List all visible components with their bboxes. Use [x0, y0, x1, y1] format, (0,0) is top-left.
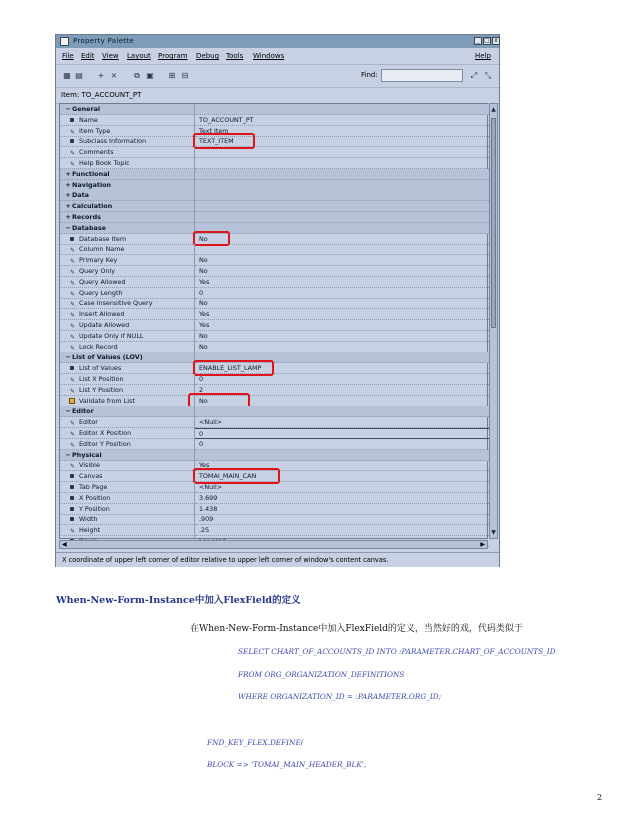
changed-property-icon — [70, 139, 74, 143]
property-name-cell[interactable] — [60, 277, 195, 288]
property-group[interactable] — [60, 352, 489, 363]
property-group[interactable] — [60, 223, 489, 234]
property-name-cell[interactable] — [60, 158, 195, 169]
property-value[interactable]: No — [195, 255, 489, 266]
vertical-scrollbar[interactable] — [489, 103, 498, 539]
property-value[interactable] — [195, 104, 489, 115]
property-value[interactable] — [195, 223, 489, 234]
changed-property-icon — [70, 496, 74, 500]
property-row[interactable] — [60, 320, 489, 331]
property-name-cell[interactable] — [60, 320, 195, 331]
property-row[interactable] — [60, 288, 489, 299]
property-value[interactable]: 0 — [195, 428, 489, 439]
paste-properties-icon[interactable]: ▣ — [146, 71, 154, 80]
property-label: Physical — [72, 450, 102, 459]
property-label: Column Name — [79, 245, 125, 254]
property-name-cell[interactable] — [60, 288, 195, 299]
property-row[interactable] — [60, 158, 489, 169]
property-label: Width — [79, 515, 98, 524]
property-value[interactable]: No — [195, 266, 489, 277]
property-row[interactable] — [60, 417, 489, 428]
property-value[interactable] — [195, 169, 489, 180]
window-title: Property Palette — [73, 37, 134, 45]
menu-view[interactable]: View — [102, 52, 119, 60]
property-name-cell[interactable] — [60, 352, 195, 363]
property-label: Insert Allowed — [79, 310, 125, 319]
property-name-cell[interactable] — [60, 504, 195, 515]
property-value[interactable] — [195, 190, 489, 201]
property-group[interactable] — [60, 190, 489, 201]
window-icon — [60, 37, 69, 46]
property-name-cell[interactable] — [60, 126, 195, 137]
property-name-cell[interactable] — [60, 212, 195, 223]
inherited-property-icon — [69, 398, 75, 404]
property-value[interactable]: TO_ACCOUNT_PT — [195, 115, 489, 126]
property-label: Database Item — [79, 234, 127, 243]
property-value[interactable]: Yes — [195, 309, 489, 320]
code-line: FND_KEY_FLEX.DEFINE( — [207, 738, 304, 747]
property-value[interactable]: 0 — [195, 439, 489, 450]
property-name-cell[interactable] — [60, 363, 195, 374]
property-value[interactable]: 1.438 — [195, 504, 489, 515]
property-label: Database — [72, 223, 107, 232]
search-forward-icon[interactable]: ⤢ — [470, 71, 478, 80]
copy-properties-icon[interactable]: ⧉ — [134, 71, 140, 80]
property-name-cell[interactable] — [60, 190, 195, 201]
property-row[interactable] — [60, 428, 489, 439]
default-property-icon: ✎ — [70, 247, 76, 255]
property-name-cell[interactable] — [60, 396, 195, 407]
scroll-down-icon[interactable]: ▼ — [491, 529, 496, 536]
property-name-cell[interactable] — [60, 471, 195, 482]
item-header: Item: TO_ACCOUNT_PT — [56, 88, 499, 104]
property-label: Help Book Topic — [79, 159, 130, 167]
default-property-icon: ✎ — [70, 377, 76, 384]
default-property-icon: ✎ — [70, 431, 76, 438]
property-label: General — [72, 105, 101, 113]
collapse-icon[interactable]: − — [65, 407, 71, 416]
property-label: X Position — [79, 493, 111, 502]
property-name-cell[interactable] — [60, 136, 195, 147]
default-property-icon: ✎ — [70, 290, 76, 298]
property-group[interactable] — [60, 450, 489, 461]
property-label: Data — [72, 191, 89, 200]
menu-edit[interactable]: Edit — [81, 52, 95, 60]
menu-file[interactable]: File — [62, 52, 74, 60]
property-value[interactable]: ENABLE_LIST_LAMP — [195, 363, 489, 374]
property-label: Editor — [79, 418, 98, 427]
changed-property-icon — [70, 507, 74, 511]
property-name-cell[interactable] — [60, 514, 195, 525]
property-name-cell[interactable] — [60, 147, 195, 158]
changed-property-icon — [70, 237, 74, 241]
property-class-icon[interactable]: ▤ — [75, 71, 83, 80]
menu-program[interactable]: Program — [158, 52, 188, 60]
default-property-icon: ✎ — [70, 150, 76, 158]
property-label: Visible — [79, 461, 100, 470]
property-label: Query Allowed — [79, 277, 126, 286]
code-line: BLOCK => 'TOMAI_MAIN_HEADER_BLK', — [207, 760, 367, 769]
changed-property-icon — [70, 366, 74, 370]
property-label: List of Values (LOV) — [72, 353, 143, 362]
property-label: Name — [79, 115, 98, 124]
intersection-icon[interactable]: ⊞ — [168, 71, 176, 80]
property-label: Update Only if NULL — [79, 331, 144, 340]
property-name-cell[interactable] — [60, 234, 195, 245]
property-value[interactable]: No — [195, 331, 489, 342]
default-property-icon: ✎ — [70, 528, 76, 536]
search-backward-icon[interactable]: ⤡ — [484, 71, 492, 80]
property-name-cell[interactable] — [60, 374, 195, 385]
property-value[interactable]: 2 — [195, 385, 489, 396]
property-value[interactable]: Yes — [195, 277, 489, 288]
property-label: List Y Position — [79, 385, 124, 394]
find-label: Find: — [361, 71, 378, 79]
property-value[interactable] — [195, 180, 489, 191]
title-bar[interactable] — [56, 35, 499, 48]
property-row[interactable] — [60, 298, 489, 309]
property-name-cell[interactable] — [60, 309, 195, 320]
property-name-cell[interactable] — [60, 298, 195, 309]
default-property-icon: ✎ — [70, 323, 76, 330]
property-value[interactable]: Yes — [195, 320, 489, 331]
property-name-cell[interactable] — [60, 201, 195, 212]
property-row[interactable] — [60, 396, 489, 407]
menu-help[interactable]: Help — [475, 52, 491, 60]
default-property-icon: ✎ — [70, 387, 76, 395]
menu-debug[interactable]: Debug — [196, 52, 220, 60]
section-heading: When-New-Form-Instance中加入FlexField的定义 — [56, 595, 301, 606]
collapse-icon[interactable]: − — [65, 105, 71, 113]
scroll-left-icon[interactable]: ◀ — [62, 541, 67, 548]
property-value[interactable]: <Null> — [195, 417, 489, 428]
property-name-cell[interactable] — [60, 255, 195, 266]
property-value[interactable]: .25 — [195, 525, 489, 536]
property-row[interactable] — [60, 525, 489, 536]
property-name-cell[interactable] — [60, 493, 195, 504]
property-row[interactable] — [60, 147, 489, 158]
inherit-icon[interactable]: ▦ — [63, 71, 71, 80]
property-label: Editor — [72, 407, 94, 416]
property-label: List X Position — [79, 375, 124, 383]
property-row[interactable] — [60, 385, 489, 396]
property-label: Subclass Information — [79, 137, 147, 146]
property-label: Lock Record — [79, 342, 118, 351]
property-label: Calculation — [72, 202, 113, 211]
property-label: Primary Key — [79, 256, 118, 265]
toolbar — [56, 65, 499, 88]
property-name-cell[interactable] — [60, 223, 195, 234]
property-label: Update Allowed — [79, 321, 130, 329]
default-property-icon: ✎ — [70, 420, 76, 428]
property-name-cell[interactable] — [60, 428, 195, 439]
body-paragraph: 在When-New-Form-Instance中加入FlexField的定义，当然好的戏，代码类似于 — [190, 624, 523, 634]
maximize-button[interactable]: □ — [484, 37, 490, 44]
expand-icon[interactable]: + — [65, 169, 71, 178]
menu-windows[interactable]: Windows — [253, 52, 285, 60]
scroll-right-icon[interactable]: ▶ — [480, 541, 485, 548]
expand-icon[interactable]: + — [65, 213, 71, 221]
property-label: Comments — [79, 148, 114, 157]
property-name-cell[interactable] — [60, 460, 195, 471]
property-label: Y Position — [79, 504, 110, 513]
property-name-cell[interactable] — [60, 439, 195, 450]
property-row[interactable] — [60, 255, 489, 266]
property-row[interactable] — [60, 126, 489, 137]
property-value[interactable] — [195, 212, 489, 223]
property-name-cell[interactable] — [60, 180, 195, 191]
property-label: Validate from List — [79, 396, 135, 405]
minimize-button[interactable]: _ — [474, 37, 482, 45]
property-label: Query Length — [79, 288, 123, 297]
property-name-cell[interactable] — [60, 104, 195, 115]
scroll-thumb[interactable] — [491, 118, 496, 328]
property-label: Item Type — [79, 126, 111, 135]
property-row[interactable] — [60, 234, 489, 245]
property-name-cell[interactable] — [60, 115, 195, 126]
property-label: Editor X Position — [79, 429, 132, 437]
property-group[interactable] — [60, 201, 489, 212]
property-name-cell[interactable] — [60, 331, 195, 342]
property-row[interactable] — [60, 309, 489, 320]
property-row[interactable] — [60, 504, 489, 515]
changed-property-icon — [70, 517, 74, 521]
property-name-cell[interactable] — [60, 417, 195, 428]
property-row[interactable] — [60, 342, 489, 353]
default-property-icon: ✎ — [70, 161, 76, 168]
property-row[interactable] — [60, 374, 489, 385]
changed-property-icon — [70, 485, 74, 489]
property-label: Height — [79, 526, 101, 535]
scroll-up-icon[interactable]: ▲ — [491, 106, 496, 113]
property-row[interactable] — [60, 136, 489, 147]
property-row[interactable] — [60, 439, 489, 450]
property-value[interactable]: No — [195, 298, 489, 309]
property-value[interactable] — [195, 201, 489, 212]
property-name-cell[interactable] — [60, 244, 195, 255]
property-label: Case Insensitive Query — [79, 299, 153, 308]
property-row[interactable] — [60, 277, 489, 288]
property-value[interactable]: No — [195, 234, 489, 245]
menu-tools[interactable]: Tools — [226, 52, 244, 60]
property-value[interactable] — [195, 244, 489, 255]
default-property-icon: ✎ — [70, 312, 76, 320]
property-name-cell[interactable] — [60, 525, 195, 536]
property-row[interactable] — [60, 514, 489, 525]
property-label: Editor Y Position — [79, 439, 131, 448]
property-name-cell[interactable] — [60, 482, 195, 493]
property-name-cell[interactable] — [60, 266, 195, 277]
property-value[interactable]: 0 — [195, 288, 489, 299]
property-value[interactable]: Yes — [195, 460, 489, 471]
property-value[interactable]: <Null> — [195, 482, 489, 493]
property-name-cell[interactable] — [60, 169, 195, 180]
property-group[interactable] — [60, 212, 489, 223]
property-label: List of Values — [79, 364, 122, 373]
property-label: Records — [72, 213, 101, 221]
property-value[interactable]: TOMAI_MAIN_CAN — [195, 471, 489, 482]
property-palette-window — [55, 34, 500, 567]
default-property-icon: ✎ — [70, 344, 76, 352]
collapse-icon[interactable]: − — [65, 353, 71, 362]
menu-bar — [56, 49, 499, 65]
collapse-icon[interactable]: − — [65, 223, 71, 232]
property-label: Canvas — [79, 472, 103, 481]
horizontal-scrollbar[interactable] — [59, 540, 488, 549]
property-row[interactable] — [60, 331, 489, 342]
property-label: Tab Page — [79, 483, 108, 491]
add-property-icon[interactable]: + — [97, 71, 105, 80]
default-property-icon: ✎ — [70, 279, 76, 287]
page-number: 2 — [597, 793, 603, 802]
code-line: FROM ORG_ORGANIZATION_DEFINITIONS — [238, 670, 405, 679]
property-group[interactable] — [60, 180, 489, 191]
property-name-cell[interactable] — [60, 450, 195, 461]
default-property-icon: ✎ — [70, 128, 76, 136]
property-row[interactable] — [60, 482, 489, 493]
expand-icon[interactable]: + — [65, 180, 71, 189]
property-value[interactable] — [195, 406, 489, 417]
property-value[interactable]: TEXT_ITEM — [195, 136, 489, 147]
default-property-icon: ✎ — [70, 269, 76, 276]
property-value[interactable]: No — [195, 396, 489, 407]
default-property-icon: ✎ — [70, 258, 76, 266]
property-name-cell[interactable] — [60, 385, 195, 396]
property-value[interactable]: 0 — [195, 374, 489, 385]
property-label: Functional — [72, 169, 110, 178]
find-input[interactable] — [381, 69, 463, 82]
default-property-icon: ✎ — [70, 333, 76, 341]
property-row[interactable] — [60, 363, 489, 374]
collapse-icon[interactable]: − — [65, 450, 71, 459]
property-value[interactable]: Text Item — [195, 126, 489, 137]
menu-layout[interactable]: Layout — [127, 52, 151, 60]
property-grid — [59, 103, 488, 539]
property-name-cell[interactable] — [60, 342, 195, 353]
property-value[interactable] — [195, 450, 489, 461]
freeze-icon[interactable]: ⊟ — [181, 71, 189, 80]
property-group[interactable] — [60, 104, 489, 115]
delete-property-icon[interactable]: × — [110, 71, 118, 80]
property-row[interactable] — [60, 115, 489, 126]
default-property-icon: ✎ — [70, 463, 76, 471]
property-group[interactable] — [60, 169, 489, 180]
property-value[interactable] — [195, 158, 489, 169]
property-value[interactable]: No — [195, 342, 489, 353]
expand-icon[interactable]: + — [65, 202, 71, 211]
property-row[interactable] — [60, 493, 489, 504]
expand-icon[interactable]: + — [65, 191, 71, 200]
default-property-icon: ✎ — [70, 441, 76, 449]
property-value[interactable]: .909 — [195, 514, 489, 525]
changed-property-icon — [70, 474, 74, 478]
property-label: Query Only — [79, 267, 116, 275]
property-label: Navigation — [72, 180, 112, 189]
property-value[interactable] — [195, 147, 489, 158]
default-property-icon: ✎ — [70, 301, 76, 309]
code-line: WHERE ORGANIZATION_ID = :PARAMETER.ORG_ID; — [238, 692, 442, 701]
property-group[interactable] — [60, 406, 489, 417]
changed-property-icon — [70, 118, 74, 122]
property-row[interactable] — [60, 266, 489, 277]
property-row[interactable] — [60, 244, 489, 255]
status-bar: X coordinate of upper left corner of editor relative to upper left corner of window's content canvas. — [56, 552, 499, 567]
property-name-cell[interactable] — [60, 406, 195, 417]
code-line: SELECT CHART_OF_ACCOUNTS_ID INTO :PARAMETER.CHART_OF_ACCOUNTS_ID — [238, 647, 556, 656]
property-value[interactable]: 3.699 — [195, 493, 489, 504]
close-button[interactable]: x — [492, 37, 500, 45]
